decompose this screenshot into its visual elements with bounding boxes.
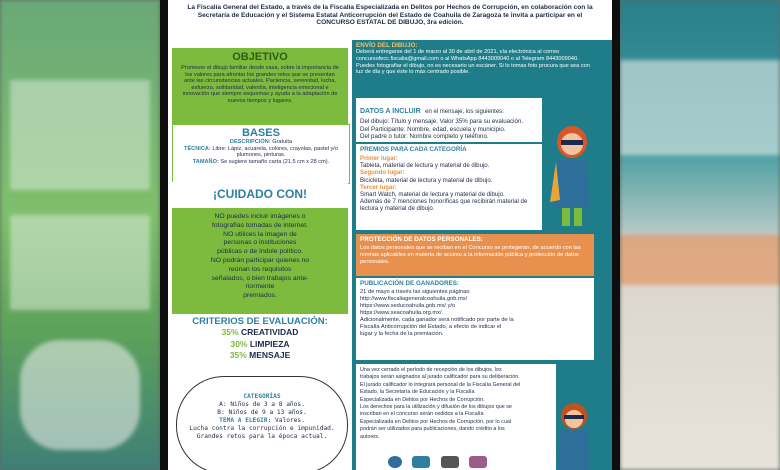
- categorias-title: CATEGORÍAS: [243, 393, 281, 400]
- final-lines: [356, 364, 556, 444]
- cuidado-lines: [172, 208, 348, 301]
- premios-list: [356, 155, 542, 213]
- final-line: El jurado calificador lo integrará personal de la Fiscalía General del: [360, 381, 521, 388]
- primer-label: Primer lugar:: [360, 155, 398, 162]
- categorias-cloud: [176, 376, 348, 470]
- criterio-label: LIMPIEZA: [249, 338, 290, 349]
- blurred-left-background: [0, 0, 160, 470]
- cuidado-line: riormente: [245, 283, 275, 291]
- final-line: autores.: [360, 433, 380, 440]
- datos-subtitle: en el mensaje, los siguientes:: [425, 109, 504, 115]
- intro-paragraph: La Fiscalía General del Estado, a través de la Fiscalía Especializada en Delitos por Hechos de Corrupción, en colaboración con la Secretaría de Educación y el Sistema Estatal Anticorrupción del Estado de Coahuila de Zaragoza te invita a participar en el CONCURSO ESTATAL DE DIBUJO, 3ra edición.: [187, 4, 593, 27]
- cuidado-line: públicas o de índole político.: [217, 248, 303, 256]
- bases-details: [173, 139, 349, 165]
- tercer-value: Smart Watch, material de lectura y material de dibujo.: [360, 191, 505, 199]
- criterio-item: [172, 339, 348, 351]
- right-column: [352, 40, 612, 470]
- datos-lines: [356, 118, 542, 141]
- cuidado-title: ¡CUIDADO CON!: [213, 187, 307, 201]
- final-line: inscriban en el concurso serán cedidos a la Fiscalía: [360, 411, 484, 418]
- tamano-label: TAMAÑO:: [192, 158, 219, 165]
- criterio-label: MENSAJE: [249, 350, 291, 360]
- superhero-girl-illustration: [548, 122, 596, 230]
- criterios-section: [172, 314, 348, 374]
- sponsor-logos: [388, 455, 588, 470]
- tema-line: Lucha contra la corrupción e impunidad.: [189, 425, 335, 432]
- proteccion-title: PROTECCIÓN DE DATOS PERSONALES:: [360, 236, 483, 243]
- categoria-b: B: Niños de 9 a 13 años.: [217, 409, 307, 416]
- cuidado-line: fotografías tomadas de internet.: [212, 221, 308, 229]
- blurred-right-background: [620, 0, 780, 470]
- cuidado-line: NO puedes incluir imágenes o: [214, 213, 306, 220]
- publicacion-section: [356, 278, 594, 360]
- blurred-panel: [20, 340, 140, 450]
- sea-logo: [469, 456, 487, 468]
- tema-line: Grandes retos para la época actual.: [196, 433, 328, 440]
- final-line: podrán ser utilizados para publicaciones, dando crédito a los: [360, 426, 505, 433]
- blurred-panel: [10, 215, 150, 310]
- envio-title: ENVÍO DEL DIBUJO:: [356, 42, 418, 49]
- publicacion-line: Fiscalía Anticorrupción del Estado, a efecto de indicar el: [360, 324, 502, 330]
- final-line: Especializada en Delitos por Hechos de Corrupción.: [360, 396, 485, 403]
- fiscalia-logo: [388, 456, 402, 468]
- segundo-value: Bicicleta, material de lectura y material de dibujo.: [360, 176, 493, 184]
- publicacion-link[interactable]: http://www.fiscaliageneralcoahuila.gob.mx/: [360, 296, 468, 302]
- cuidado-line: premiados.: [243, 292, 277, 300]
- categorias-text: [177, 377, 347, 441]
- segundo-label: Segundo lugar:: [360, 169, 405, 177]
- bases-title: BASES: [242, 127, 280, 139]
- cuidado-line: señalados, o bien trabajos ante-: [211, 274, 309, 282]
- cuidado-header: [172, 182, 348, 210]
- proteccion-section: [356, 234, 594, 276]
- descripcion-value: Gratuita: [272, 139, 293, 145]
- tema-label: TEMA A ELEGIR:: [219, 417, 272, 424]
- final-line: Una vez cerrado el período de recepción de los dibujos, los: [360, 367, 502, 373]
- blurred-panel: [620, 235, 780, 285]
- objetivo-section: [172, 48, 348, 128]
- criterio-pct: 35%: [229, 350, 247, 360]
- cuidado-line: NO podrán participar quienes no: [210, 256, 310, 264]
- cuidado-line: personas o instituciones: [223, 239, 297, 247]
- proteccion-text: Los datos personales que se reciban en el Concurso se protegerán, de acuerdo con las normas aplicables en materia de acceso a la información pública y protección de datos personales.: [360, 245, 581, 265]
- criterios-title: CRITERIOS DE EVALUACIÓN:: [192, 316, 328, 327]
- criterios-list: [172, 327, 348, 362]
- premios-section: [356, 144, 542, 230]
- datos-line: Del Participante: Nombre, edad, escuela y municipio.: [360, 125, 506, 133]
- criterio-pct: 30%: [230, 338, 248, 349]
- menciones-text: Además de 7 menciones honoríficas que recibirán material de lectura y material de dibujo.: [360, 198, 528, 213]
- criterio-item: [172, 350, 348, 362]
- blurred-panel: [10, 80, 150, 190]
- publicacion-line: 21 de mayo a través las siguientes páginas:: [360, 289, 471, 295]
- descripcion-label: DESCRIPCIÓN:: [229, 139, 271, 145]
- datos-line: Del dibujo: Título y mensaje. Valor 35% para su evaluación.: [360, 118, 524, 125]
- final-line: Estado, la Secretaría de Educación y la Fiscalía: [360, 389, 475, 396]
- cuidado-section: [172, 208, 348, 314]
- tecnica-label: TÉCNICA:: [184, 145, 211, 152]
- publicacion-line: Adicionalmente, cada ganador será notificado por parte de la: [360, 317, 514, 323]
- publicacion-title: PUBLICACIÓN DE GANADORES:: [360, 280, 460, 287]
- tercer-label: Tercer lugar:: [360, 183, 397, 191]
- final-line: Los derechos para la utilización y difusión de los dibujos que se: [360, 404, 512, 411]
- criterio-pct: 35%: [221, 327, 239, 337]
- publicacion-link[interactable]: https://www.seacoahuila.org.mx/.: [360, 310, 444, 316]
- final-line: trabajos serán asignados al jurado calificador para su deliberación.: [360, 374, 520, 381]
- tema-value: Valores.: [275, 417, 305, 424]
- datos-section: [356, 98, 542, 142]
- categoria-a: A: Niños de 3 a 8 años.: [219, 401, 305, 408]
- datos-title: DATOS A INCLUIR: [360, 108, 421, 115]
- publicacion-link[interactable]: https://www.seducoahuila.gob.mx/ y/o: [360, 303, 456, 309]
- publicacion-line: lugar y la fecha de la premiación.: [360, 331, 444, 337]
- bases-section: [172, 124, 350, 184]
- premios-title: PREMIOS PARA CADA CATEGORÍA: [360, 146, 467, 153]
- seduc-logo: [412, 456, 430, 468]
- objetivo-text: Promover el dibujo familiar desde casa, sobre la importancia de los valores para afrontar los grandes retos que se presentan ante las circunstancias actuales. Paciencia, serenidad, lucha, esfuerzo, solidaridad, valentía, inteligencia emocional e innovación que siempre esquemas y ayuda a la adaptación de nuevos tiempos y lugares.: [181, 65, 339, 104]
- criterio-item: [172, 327, 348, 339]
- blurred-panel: [620, 60, 780, 155]
- datos-header: [356, 98, 542, 118]
- criterio-label: CREATIVIDAD: [240, 327, 299, 337]
- coahuila-logo: [441, 456, 459, 468]
- primer-value: Tableta, material de lectura y material de dibujo.: [360, 162, 490, 170]
- cuidado-line: reúnan los requisitos: [228, 265, 292, 273]
- tamano-value: Se sugiere tamaño carta (21.5 cm x 28 cm).: [220, 158, 330, 165]
- final-line: Especializada en Delitos por Hechos de Corrupción, por lo cual: [360, 418, 512, 425]
- datos-line: Del padre o tutor: Nombre completo y teléfono.: [360, 133, 489, 141]
- envio-text: Deberá entregarse del 1 de marzo al 30 de abril de 2021, vía electrónica al correo concursofecc.fiscalia@gmail.com o al WhatsApp 8443009040 o al Telegram 8443009040. Puedes fotografiar el dibujo, no es necesario un escáner. Si lo tomas foto procura que sea con luz de día y que éste lo más centrado posible.: [356, 49, 590, 76]
- publicacion-lines: [356, 289, 594, 338]
- objetivo-title: OBJETIVO: [232, 51, 288, 63]
- cuidado-line: NO utilices la imagen de: [223, 230, 297, 238]
- envio-section: [356, 42, 606, 98]
- contest-poster: [168, 0, 612, 470]
- tecnica-value: Libre: Lápiz, acuarela, colores, crayolas, pastel y/o plumones, pinturas.: [212, 145, 338, 159]
